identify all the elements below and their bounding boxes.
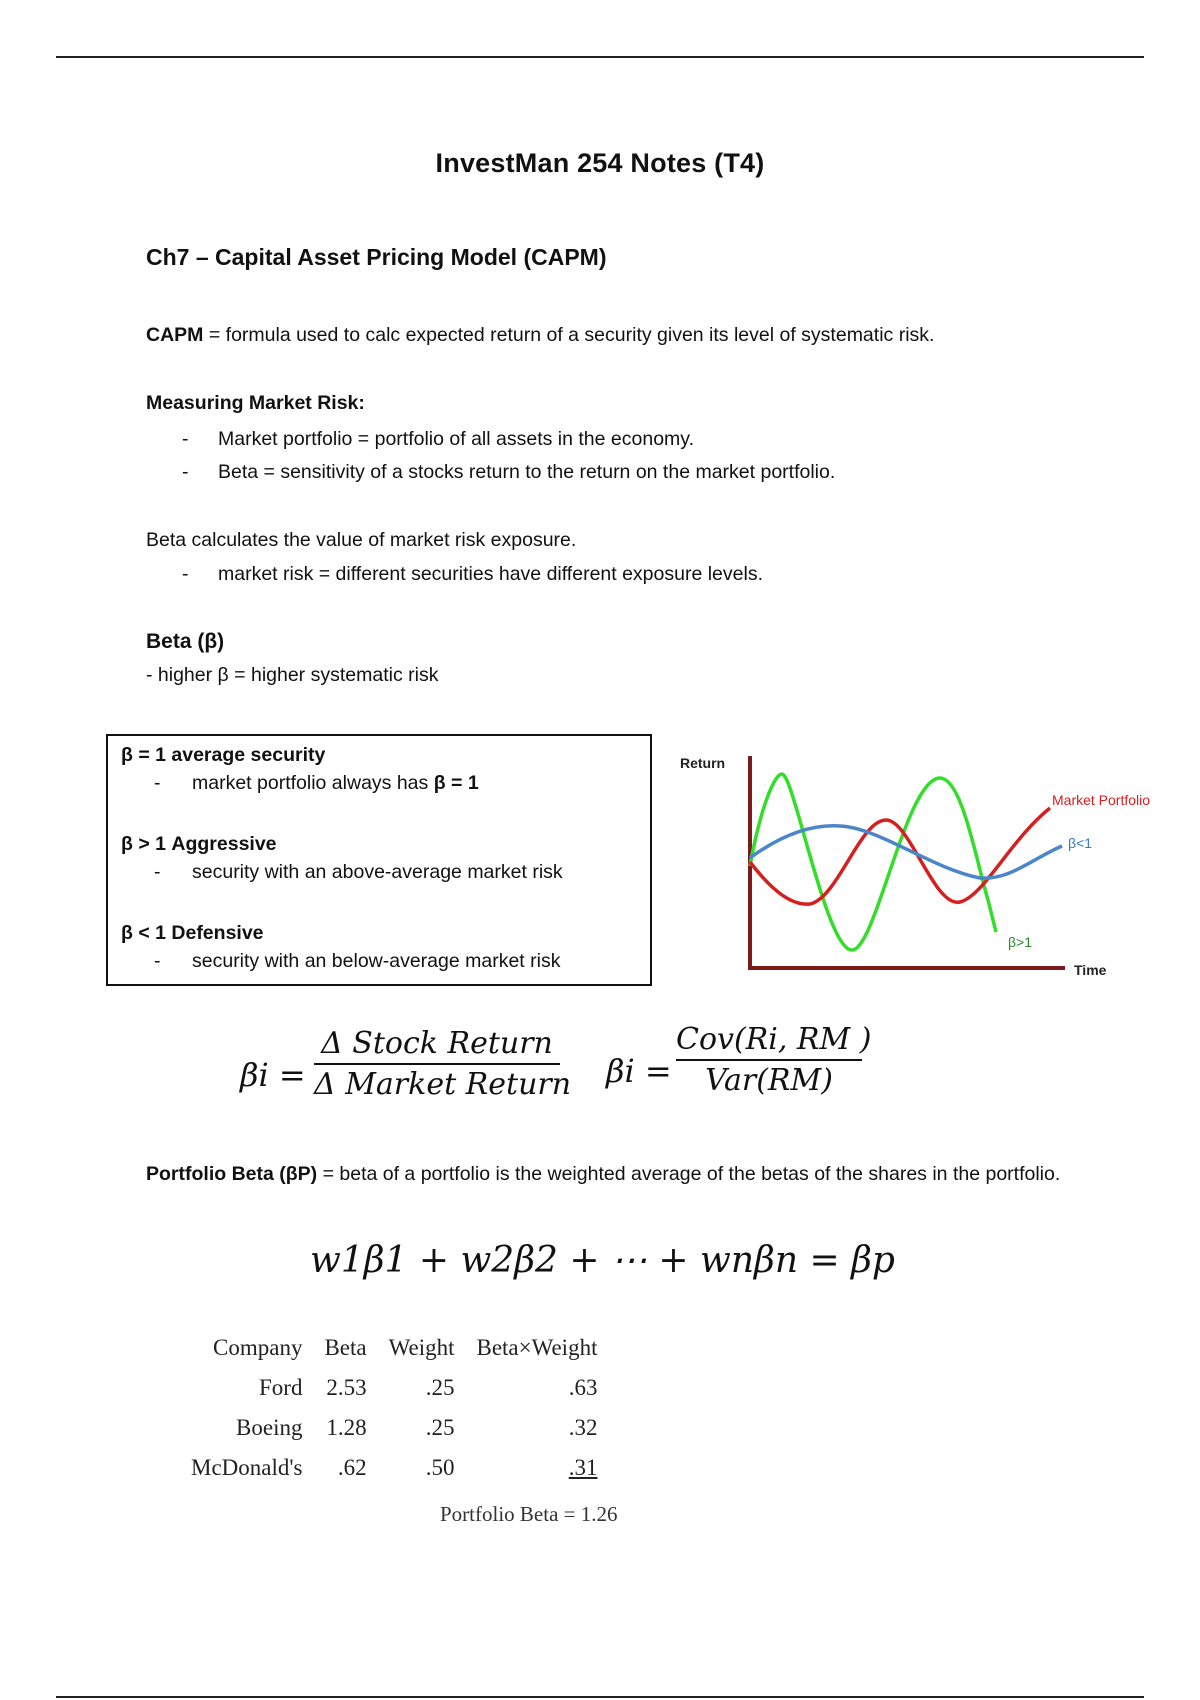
- formula-2-lhs: βi =: [606, 1052, 672, 1090]
- table-row: [180, 1408, 608, 1448]
- table-cell: 2.53: [326, 1375, 367, 1400]
- bullet-dash: -: [154, 950, 161, 972]
- table-header-row: [180, 1328, 608, 1368]
- formula-1-numerator: Δ Stock Return: [321, 1026, 553, 1061]
- chart-x-label: Time: [1074, 962, 1107, 978]
- beta-equal-one-note-text: market portfolio always has: [192, 772, 434, 794]
- formula-1-bar: [314, 1063, 560, 1065]
- table-cell: [465, 1448, 608, 1488]
- table-cell: .50: [425, 1455, 455, 1480]
- capm-definition-text: = formula used to calc expected return of a security given its level of systematic risk.: [203, 324, 935, 346]
- weighted-beta-formula: w1β1 + w2β2 + ⋯ + wnβn = βp: [310, 1240, 895, 1281]
- formula-2-bar: [676, 1059, 862, 1061]
- document-title: InvestMan 254 Notes (T4): [435, 148, 765, 178]
- table-cell: Boeing: [236, 1415, 303, 1440]
- beta-aggressive-note-text: security with an above-average market risk: [192, 861, 563, 883]
- beta-calc-line: Beta calculates the value of market risk exposure.: [146, 529, 577, 551]
- table-cell-underlined: .31: [568, 1455, 598, 1480]
- list-item-text: Market portfolio = portfolio of all assets in the economy.: [218, 428, 694, 450]
- table-row: [180, 1448, 608, 1488]
- formula-1-denominator: Δ Market Return: [314, 1067, 572, 1102]
- beta-return-chart: [670, 740, 1180, 995]
- portfolio-beta-definition: [146, 1158, 1076, 1191]
- beta-line: - higher β = higher systematic risk: [146, 664, 439, 686]
- beta-categories-box: [106, 734, 652, 986]
- formula-2-denominator: Var(RM): [705, 1063, 833, 1098]
- beta-equal-one-title: β = 1 average security: [121, 744, 326, 766]
- legend-beta-low: β<1: [1068, 835, 1093, 851]
- table-cell: .25: [425, 1375, 455, 1400]
- beta-high-line: [750, 774, 996, 950]
- bullet-dash: -: [154, 861, 161, 883]
- list-item-text: market risk = different securities have different exposure levels.: [218, 563, 764, 585]
- table-row: [180, 1368, 608, 1408]
- table-cell: .25: [425, 1415, 455, 1440]
- beta-heading: Beta (β): [146, 630, 225, 653]
- beta-defensive-title: β < 1 Defensive: [121, 922, 264, 944]
- chapter-heading: Ch7 – Capital Asset Pricing Model (CAPM): [146, 244, 607, 270]
- portfolio-beta-definition-text: = beta of a portfolio is the weighted average of the betas of the shares in the portfolio.: [317, 1163, 1061, 1185]
- bullet-dash: -: [182, 563, 189, 585]
- table-cell: .62: [337, 1455, 367, 1480]
- beta-defensive-note-text: security with an below-average market risk: [192, 950, 561, 972]
- table-cell: 1.28: [326, 1415, 367, 1440]
- formula-2-fraction: [676, 1022, 872, 1098]
- table-cell: .63: [568, 1375, 598, 1400]
- beta-formulas: [240, 1020, 880, 1130]
- measuring-market-risk-heading: Measuring Market Risk:: [146, 392, 365, 414]
- market-portfolio-line: [750, 808, 1050, 904]
- capm-definition: [146, 322, 934, 348]
- portfolio-beta-table: [180, 1328, 608, 1488]
- formula-1-fraction: [314, 1026, 572, 1102]
- bullet-dash: -: [182, 428, 189, 450]
- bullet-dash: -: [154, 772, 161, 794]
- top-rule: [56, 56, 1144, 58]
- table-header: Beta×Weight: [476, 1335, 598, 1360]
- bottom-rule: [56, 1696, 1144, 1698]
- beta-aggressive-title: β > 1 Aggressive: [121, 833, 277, 855]
- table-cell: .32: [568, 1415, 598, 1440]
- table-header: Weight: [388, 1335, 455, 1360]
- formula-1-lhs: βi =: [240, 1056, 306, 1094]
- legend-market-portfolio: Market Portfolio: [1052, 792, 1151, 808]
- chart-y-label: Return: [680, 755, 726, 771]
- legend-beta-high: β>1: [1008, 934, 1033, 950]
- table-header: Beta: [324, 1335, 367, 1360]
- capm-term: CAPM: [146, 324, 204, 346]
- table-cell: Ford: [259, 1375, 303, 1400]
- formula-2-numerator: Cov(Ri, RM ): [676, 1022, 872, 1057]
- portfolio-beta-term: Portfolio Beta (βP): [146, 1163, 318, 1185]
- table-header: Company: [213, 1335, 303, 1360]
- beta-equal-one-note-bold: β = 1: [433, 772, 479, 794]
- list-item-text: Beta = sensitivity of a stocks return to the return on the market portfolio.: [218, 461, 836, 483]
- table-cell: McDonald's: [191, 1455, 303, 1480]
- portfolio-beta-total: Portfolio Beta = 1.26: [440, 1502, 618, 1526]
- bullet-dash: -: [182, 461, 189, 483]
